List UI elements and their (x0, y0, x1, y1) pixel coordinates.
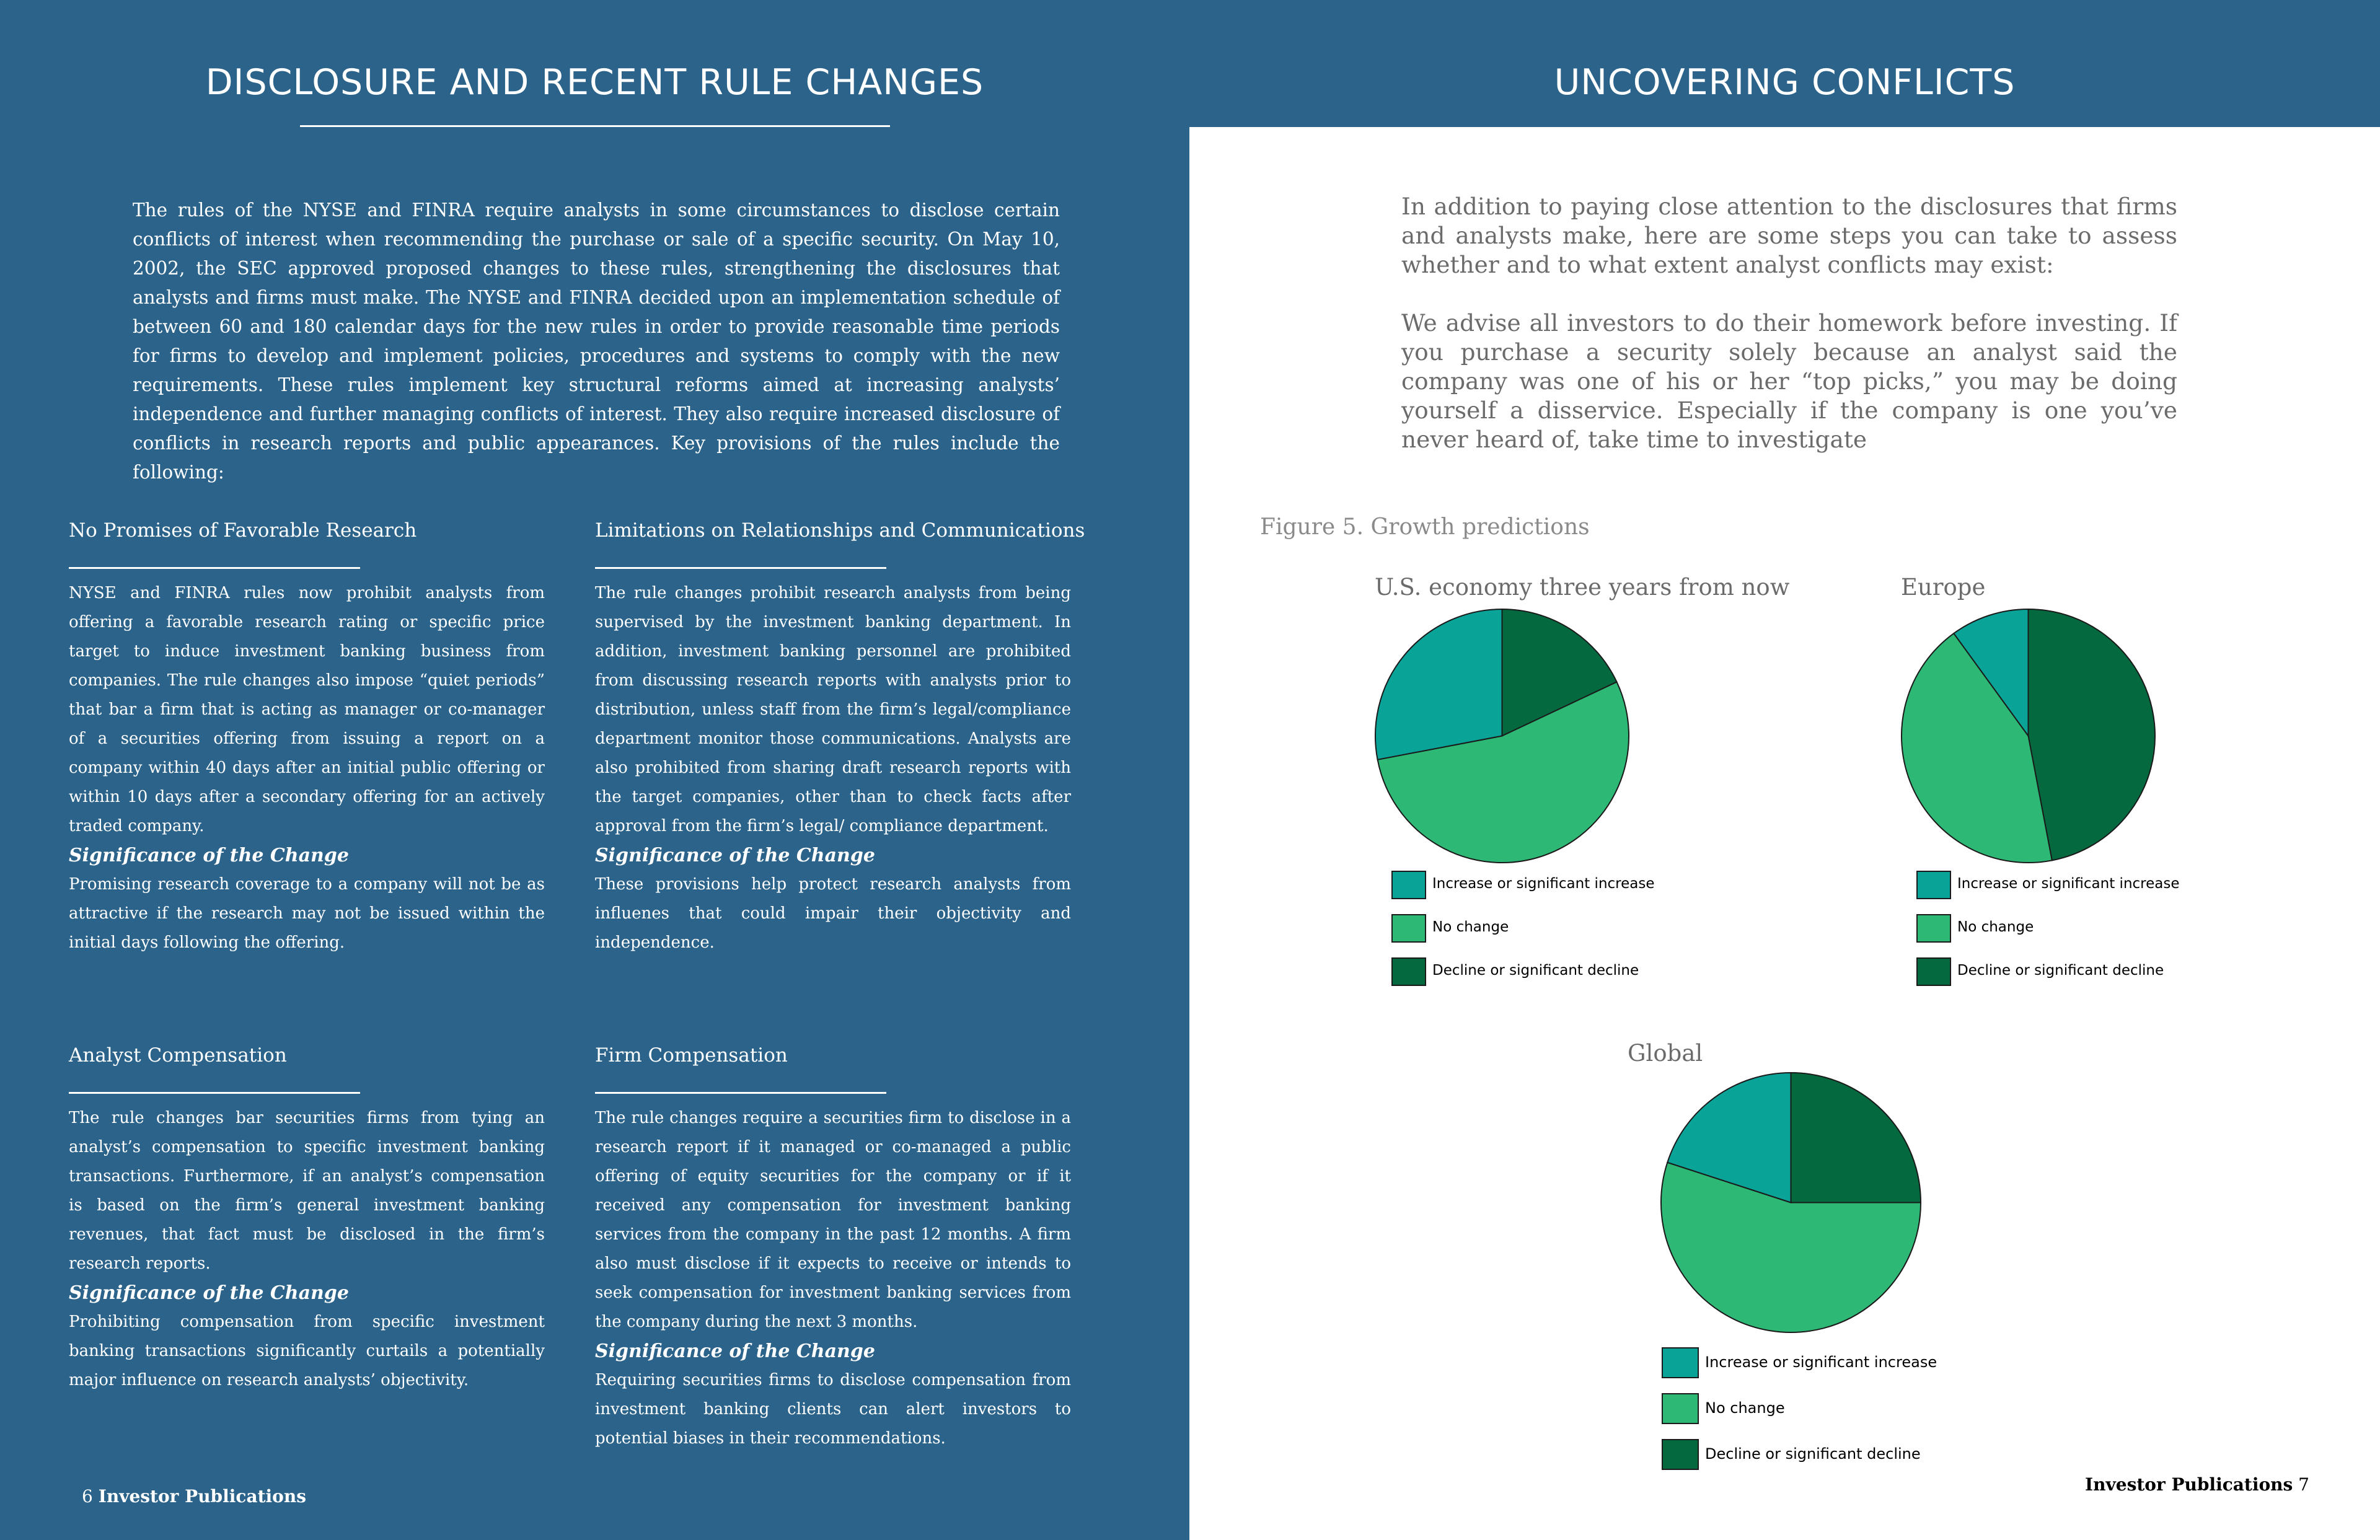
page-number: 6 (82, 1486, 93, 1507)
legend-label: Increase or significant increase (1432, 876, 1655, 892)
pie-chart-us (1373, 607, 1631, 865)
section-heading: No Promises of Favorable Research (69, 519, 417, 542)
legend-swatch-no-change (1916, 914, 1951, 943)
right-paragraph-1: In addition to paying close attention to the disclosures that firms and analysts make, here are some steps you can take to assess whether and to what extent analyst conflicts may exist: (1401, 193, 2177, 278)
legend-label: Decline or significant decline (1957, 962, 2164, 979)
legend-label: No change (1705, 1399, 1785, 1417)
legend-label: Increase or significant increase (1957, 876, 2180, 892)
chart-title-global: Global (1628, 1040, 1703, 1067)
section-limitations (595, 518, 1085, 957)
significance-heading: Significance of the Change (595, 1340, 875, 1362)
right-folio (2085, 1474, 2309, 1495)
right-page (1189, 0, 2380, 1540)
significance-body: These provisions help protect research analysts from influenes that could impair their objectivity and independence. (595, 875, 1071, 952)
section-heading: Analyst Compensation (69, 1044, 287, 1067)
publication-name: Investor Publications (98, 1486, 306, 1507)
pie-chart-global (1659, 1071, 1923, 1334)
intro-paragraph: The rules of the NYSE and FINRA require analysts in some circumstances to disclose certain conflicts of interest when recommending the purchase or sale of a specific security. On May 10, 2002, the SEC approved proposed changes to these rules, strengthening the disclosures that analysts and firms must make. The NYSE and FINRA decided upon an implementation schedule of between 60 and 180 calendar days for the new rules in order to provide reasonable time periods for firms to develop and implement policies, procedures and systems to comply with the new requirements. These rules implement key structural reforms aimed at increasing analysts’ independence and further managing conflicts of interest. They also require increased disclosure of conflicts in research reports and public appearances. Key provisions of the rules include the following: (133, 200, 1060, 483)
section-heading: Firm Compensation (595, 1044, 788, 1067)
legend-swatch-increase (1916, 871, 1951, 899)
section-heading: Limitations on Relationships and Communications (595, 519, 1085, 542)
left-page (0, 0, 1189, 1540)
right-text (1401, 192, 2177, 454)
legend-swatch-increase (1662, 1347, 1699, 1378)
pie-slice-decline (2029, 609, 2156, 860)
chart-title-us: U.S. economy three years from now (1375, 574, 1790, 601)
legend-swatch-increase (1391, 871, 1426, 899)
section-firm-compensation (595, 1043, 1071, 1453)
page-number: 7 (2298, 1474, 2309, 1495)
right-paragraph-2: We advise all investors to do their homework before investing. If you purchase a security solely because an analyst said the company was one of his or her “top picks,” you may be doing yourself a disservice. Especially if the company is one you’ve never heard of, take time to investigate (1401, 309, 2177, 453)
legend-label: Increase or significant increase (1705, 1353, 1937, 1371)
section-analyst-compensation (69, 1043, 545, 1395)
chart-title-europe: Europe (1901, 574, 1986, 601)
section-body: The rule changes prohibit research analysts from being supervised by the investment banking department. In addition, investment banking personnel are prohibited from discussing research reports with analysts prior to distribution, unless staff from the firm’s legal/compliance department monitor those communications. Analysts are also prohibited from sharing draft research reports with the target companies, other than to check facts after approval from the firm’s legal/ compliance department. (595, 584, 1071, 835)
legend-label: No change (1957, 919, 2034, 935)
left-page-title: DISCLOSURE AND RECENT RULE CHANGES (205, 62, 984, 103)
section-rule (69, 567, 360, 569)
significance-heading: Significance of the Change (595, 845, 875, 866)
figure-caption: Figure 5. Growth predictions (1260, 514, 1590, 540)
pie-slice-decline (1791, 1073, 1921, 1203)
section-body: NYSE and FINRA rules now prohibit analysts from offering a favorable research rating or specific price target to induce investment banking business from companies. The rule changes also impose “quiet periods” that bar a firm that is acting as manager or co-manager of a securities offering from issuing a report on a company within 40 days after an initial public offering or within 10 days after a secondary offering for an actively traded company. (69, 584, 545, 835)
significance-body: Requiring securities firms to disclose compensation from investment banking clients can alert investors to potential biases in their recommendations. (595, 1371, 1071, 1448)
significance-body: Prohibiting compensation from specific investment banking transactions significantly curtails a potentially major influence on research analysts’ objectivity. (69, 1313, 545, 1389)
section-no-promises (69, 518, 545, 957)
right-page-title: UNCOVERING CONFLICTS (1554, 62, 2016, 103)
legend-swatch-decline (1916, 957, 1951, 986)
section-rule (595, 567, 886, 569)
section-rule (69, 1092, 360, 1094)
section-body: The rule changes bar securities firms from tying an analyst’s compensation to specific investment banking transactions. Furthermore, if an analyst’s compensation is based on the firm’s general investment banking revenues, that fact must be disclosed in the firm’s research reports. (69, 1109, 545, 1273)
section-body: The rule changes require a securities firm to disclose in a research report if it managed or co-managed a public offering of equity securities for the company or if it received any compensation for investment banking services from the company in the past 12 months. A firm also must disclose if it expects to receive or intends to seek compensation for investment banking services from the company during the next 3 months. (595, 1109, 1071, 1331)
significance-heading: Significance of the Change (69, 1282, 349, 1304)
legend-swatch-decline (1662, 1439, 1699, 1470)
left-folio (82, 1486, 306, 1507)
legend-label: Decline or significant decline (1432, 962, 1639, 979)
legend-label: Decline or significant decline (1705, 1445, 1921, 1463)
section-rule (595, 1092, 886, 1094)
significance-heading: Significance of the Change (69, 845, 349, 866)
legend-swatch-no-change (1662, 1393, 1699, 1424)
publication-name: Investor Publications (2085, 1474, 2293, 1495)
pie-chart-europe (1900, 607, 2157, 865)
title-underline (300, 125, 890, 127)
legend-swatch-decline (1391, 957, 1426, 986)
pie-slice-increase (1375, 609, 1502, 760)
legend-swatch-no-change (1391, 914, 1426, 943)
significance-body: Promising research coverage to a company will not be as attractive if the research may not be issued within the initial days following the offering. (69, 875, 545, 952)
legend-label: No change (1432, 919, 1509, 935)
